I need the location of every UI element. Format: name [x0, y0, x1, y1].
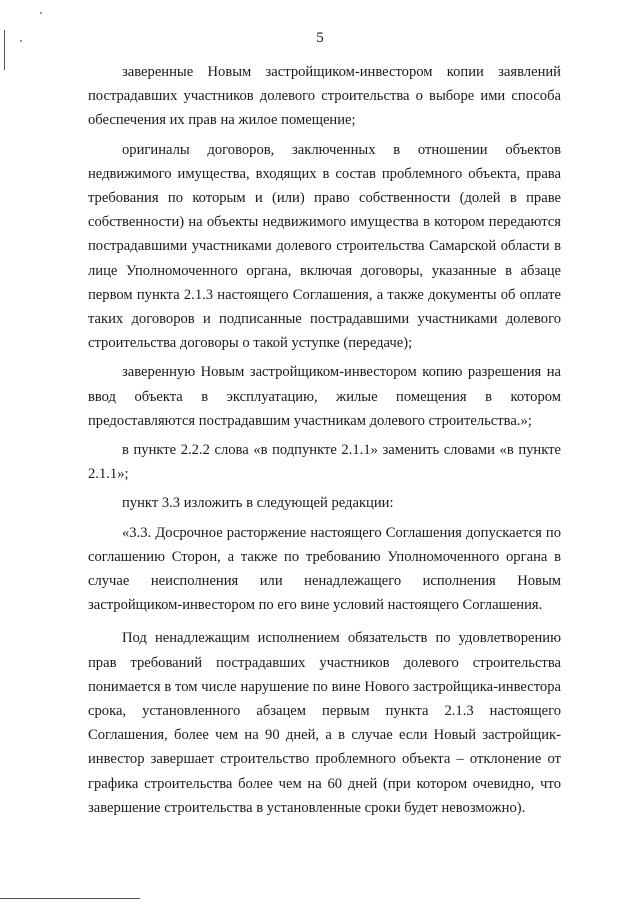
scan-mark-left — [4, 30, 5, 70]
paragraph-6: «3.3. Досрочное расторжение настоящего Соглашения допускается по соглашению Сторон, а также по требованию Уполномоченного органа в случае неисполнения или ненадлежащего исполнения Новым застройщиком-инвестором по его вине условий настоящего Соглашения. — [88, 524, 561, 614]
paragraph-3: заверенную Новым застройщиком-инвестором копию разрешения на ввод объекта в эксплуатацию, жилые помещения в котором предоставляются пострадавшим участникам долевого строительства.»; — [88, 364, 561, 429]
paragraph-2: оригиналы договоров, заключенных в отношении объектов недвижимого имущества, входящих в состав проблемного объекта, права требования по которым и (или) право собственности (долей в праве собственности) на объекты недвижимого имущества в котором передаются пострадавшими участниками долевого строительства Самарской области в лице Уполномоченного органа, включая договоры, указанные в абзаце первом пункта 2.1.3 настоящего Соглашения, а также документы об оплате таких договоров и подписанные пострадавшими участниками долевого строительства договоры о такой уступке (передаче); — [88, 141, 561, 352]
page-number: 5 — [316, 30, 324, 46]
paragraph-5: пункт 3.3 изложить в следующей редакции: — [122, 495, 394, 512]
scan-speck-left — [20, 40, 22, 42]
scan-mark-bottom — [0, 898, 140, 899]
scan-speck-top — [40, 12, 42, 14]
document-body — [88, 60, 561, 820]
paragraph-7: Под ненадлежащим исполнением обязательств по удовлетворению прав требований пострадавших участников долевого строительства понимается в том числе нарушение по вине Нового застройщика-инвестора срока, установленного абзацем первым пункта 2.1.3 настоящего Соглашения, более чем на 90 дней, а в случае если Новый застройщик-инвестор завершает строительство проблемного объекта – отклонение от графика строительства более чем на 60 дней (при котором очевидно, что завершение строительства в установленные сроки будет невозможно). — [88, 630, 561, 816]
paragraph-4: в пункте 2.2.2 слова «в подпункте 2.1.1» заменить словами «в пункте 2.1.1»; — [88, 442, 561, 483]
paragraph-1: заверенные Новым застройщиком-инвестором копии заявлений пострадавших участников долевого строительства о выборе ими способа обеспечения их прав на жилое помещение; — [88, 64, 561, 129]
